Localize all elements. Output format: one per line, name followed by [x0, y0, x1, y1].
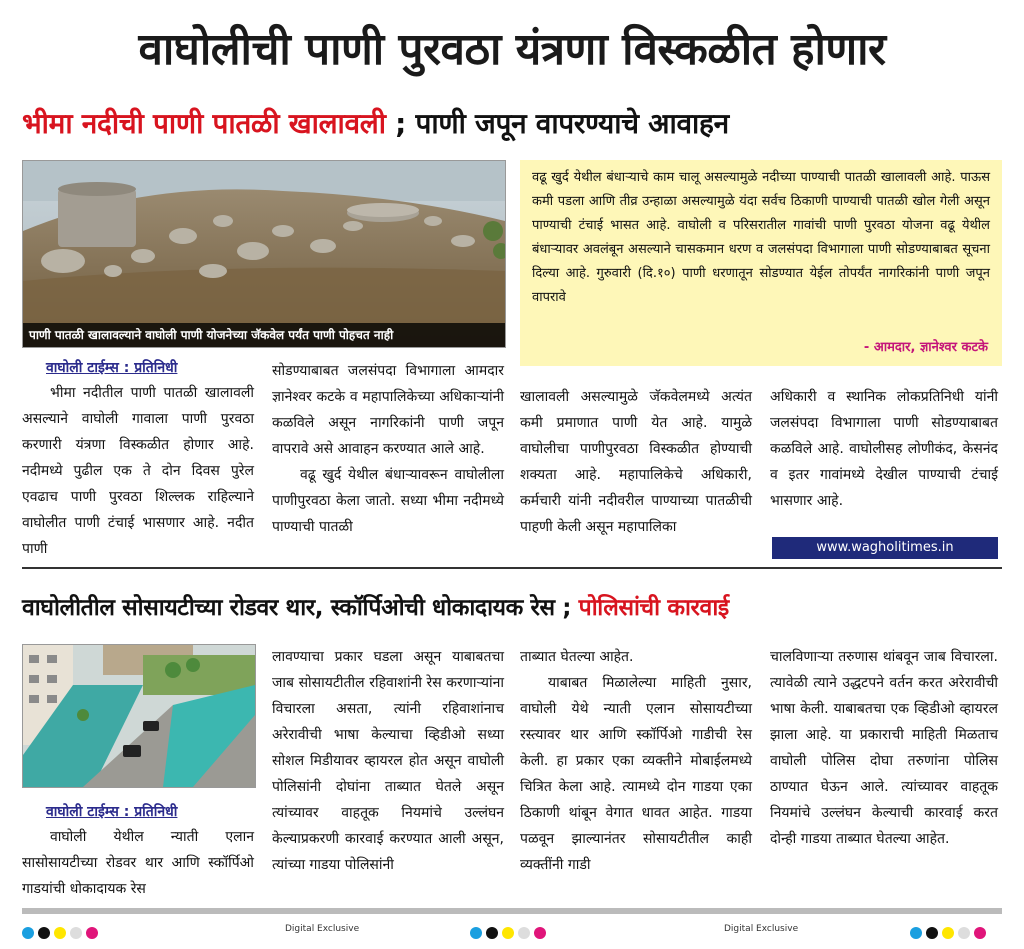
- black-dot: [926, 927, 938, 939]
- story1-column-1: [22, 356, 254, 562]
- story2-column-4: [770, 644, 998, 852]
- story2-headline-red: पोलिसांची कारवाई: [578, 595, 729, 621]
- story1-col3-text: खालावली असल्यामुळे जॅकवेलमध्ये अत्यंत कमी प्रमाणात पाणी येत आहे. यामुळे वाघोलीचा पाणीपुरवठा विस्कळीत होण्याची शक्यता आहे. महापालिकेचे अधिकारी, कर्मचारी यांनी नदीवरील पाण्याच्या पातळीची पाहणी केली असून महापालिका: [520, 389, 752, 535]
- river-photo: [22, 160, 506, 348]
- quote-author: - आमदार, ज्ञानेश्वर कटके: [863, 340, 988, 355]
- story1-col1-text: भीमा नदीतील पाणी पातळी खालावली असल्याने वाघोली गावाला पाणी पुरवठा करणारी यंत्रणा विस्कळीत होणार आहे. नदीमध्ये पुढील एक ते दोन दिवस पुरेल एवढाच पाणी पुरवठा शिल्लक राहिल्याने वाघोलीत पाणी टंचाई भासणार आहे. नदीत पाणी: [22, 385, 254, 557]
- yellow-dot: [942, 927, 954, 939]
- story2-column-3: [520, 644, 752, 878]
- registration-dots-left: [22, 922, 102, 936]
- story2-col3b-text: याबाबत मिळालेल्या माहिती नुसार, वाघोली येथे न्याती एलान सोसायटीच्या रस्त्यावर थार आणि स्कॉर्पिओ गाडीची रेस केली. हा प्रकार एका व्यक्तीने मोबाईलमध्ये चित्रित केला आहे. त्यामध्ये दोन गाडया एका ठिकाणी थांबून वेगात धावत आहेत. गाडया पळवून झाल्यानंतर सोसायटीतील काही व्यक्तींनी गाडी: [520, 675, 752, 873]
- society-road-photo: [22, 644, 256, 788]
- cyan-dot: [22, 927, 34, 939]
- society-road-image: [23, 645, 255, 787]
- yellow-dot: [502, 927, 514, 939]
- story2-col3a-text: ताब्यात घेतल्या आहेत.: [520, 649, 634, 665]
- story2-headline: [22, 590, 1002, 626]
- story1-col2b-text: वढू खुर्द येथील बंधाऱ्यावरून वाघोलीला पाणीपुरवठा केला जातो. सध्या भीमा नदीमध्ये पाण्याची पातळी: [272, 467, 504, 535]
- sub-headline-black: ; पाणी जपून वापरण्याचे आवाहन: [385, 107, 729, 140]
- bottom-border-band: [22, 908, 1002, 914]
- black-dot: [486, 927, 498, 939]
- black-dot: [38, 927, 50, 939]
- story1-col4-text: अधिकारी व स्थानिक लोकप्रतिनिधी यांनी जलसंपदा विभागाला पाणी सोडण्याबाबत कळविले आहे. वाघोलीसह लोणीकंद, केसनंद व इतर गावांमध्ये देखील पाण्याची टंचाई भासणार आहे.: [770, 389, 998, 509]
- story1-byline: वाघोली टाईम्स : प्रतिनिधी: [46, 360, 178, 376]
- story1-col2a-text: सोडण्याबाबत जलसंपदा विभागाला आमदार ज्ञानेश्वर कटके व महापालिकेच्या अधिकाऱ्यांनी कळविले असून नागरिकांनी पाणी जपून वापरावे असे आवाहन करण्यात आले आहे.: [272, 363, 504, 457]
- sub-headline-red: भीमा नदीची पाणी पातळी खालावली: [22, 107, 386, 140]
- sub-headline: [22, 104, 1002, 144]
- main-headline: वाघोलीची पाणी पुरवठा यंत्रणा विस्कळीत होणार: [138, 24, 886, 75]
- story2-byline: वाघोली टाईम्स : प्रतिनिधी: [46, 804, 178, 820]
- magenta-dot: [974, 927, 986, 939]
- story2-column-2: [272, 644, 504, 878]
- story1-column-2: [272, 358, 504, 540]
- gray-dot: [958, 927, 970, 939]
- registration-dots-right: [910, 922, 990, 936]
- gray-dot: [70, 927, 82, 939]
- gray-dot: [518, 927, 530, 939]
- section-divider: [22, 567, 1002, 569]
- story2-col4-text: चालविणाऱ्या तरुणास थांबवून जाब विचारला. त्यावेळी त्याने उद्धटपने वर्तन करत अरेरावीची भाषा केली. याबाबतचा एक व्हिडीओ व्हायरल झाला आहे. या प्रकाराची माहिती मिळताच वाघोली पोलिस दोघा तरुणांना पोलिस ठाण्यात घेऊन आले. त्यांच्यावर वाहतूक नियमांचे उल्लंघन केल्याची कारवाई करत दोन्ही गाडया ताब्यात घेतल्या आहेत.: [770, 649, 998, 847]
- digital-exclusive-label-right: Digital Exclusive: [724, 924, 799, 934]
- cyan-dot: [470, 927, 482, 939]
- magenta-dot: [86, 927, 98, 939]
- website-link[interactable]: www.wagholitimes.in: [772, 537, 998, 559]
- magenta-dot: [534, 927, 546, 939]
- mla-quote-box: [520, 160, 1002, 366]
- photo-caption: पाणी पातळी खालावल्याने वाघोली पाणी योजनेच्या जॅकवेल पर्यंत पाणी पोहचत नाही: [23, 323, 505, 347]
- story2-column-1: [22, 800, 254, 902]
- story1-column-3: [520, 384, 752, 540]
- registration-dots-center: [470, 922, 550, 936]
- digital-exclusive-label-left: Digital Exclusive: [285, 924, 360, 934]
- story2-headline-black: वाघोलीतील सोसायटीच्या रोडवर थार, स्कॉर्पिओची धोकादायक रेस ;: [22, 595, 579, 621]
- cyan-dot: [910, 927, 922, 939]
- story2-col1-text: वाघोली येथील न्याती एलान सासोसायटीच्या रोडवर थार आणि स्कॉर्पिओ गाडयांची धोकादायक रेस: [22, 829, 254, 897]
- story2-col2-text: लावण्याचा प्रकार घडला असून याबाबतचा जाब सोसायटीतील रहिवाशांनी रेस करणाऱ्यांना विचारला असता, त्यांनी रहिवाशांनाच अरेरावीची भाषा केल्याचा व्हिडीओ सध्या सोशल मिडीयावर व्हायरल होत असून वाघोली पोलिसांनी दोघांना ताब्यात घेतले असून त्यांच्यावर वाहतूक नियमांचे उल्लंघन केल्याप्रकरणी कारवाई करण्यात आली असून, त्यांच्या गाडया पोलिसांनी: [272, 649, 504, 873]
- quote-text: वढू खुर्द येथील बंधाऱ्याचे काम चालू असल्यामुळे नदीच्या पाण्याची पातळी खालावली आहे. पाऊस कमी पडला आणि तीव्र उन्हाळा असल्यामुळे यंदा सर्वच ठिकाणी पाण्याची पातळी खोल गेली असून पाण्याची टंचाई भासत आहे. वाघोली व परिसरातील गावांची पाणी पुरवठा योजना वढू येथील बंधाऱ्यावर अवलंबून असल्याने चासकमान धरण व जलसंपदा विभागाला पाणी सोडण्याबाबत सूचना दिल्या आहे. गुरुवारी (दि.१०) पाणी धरणातून सोडण्यात येईल तोपर्यंत नागरिकांनी पाणी जपून वापरावे: [532, 170, 990, 305]
- story1-column-4: [770, 384, 998, 514]
- river-rocks-image: [23, 161, 505, 347]
- yellow-dot: [54, 927, 66, 939]
